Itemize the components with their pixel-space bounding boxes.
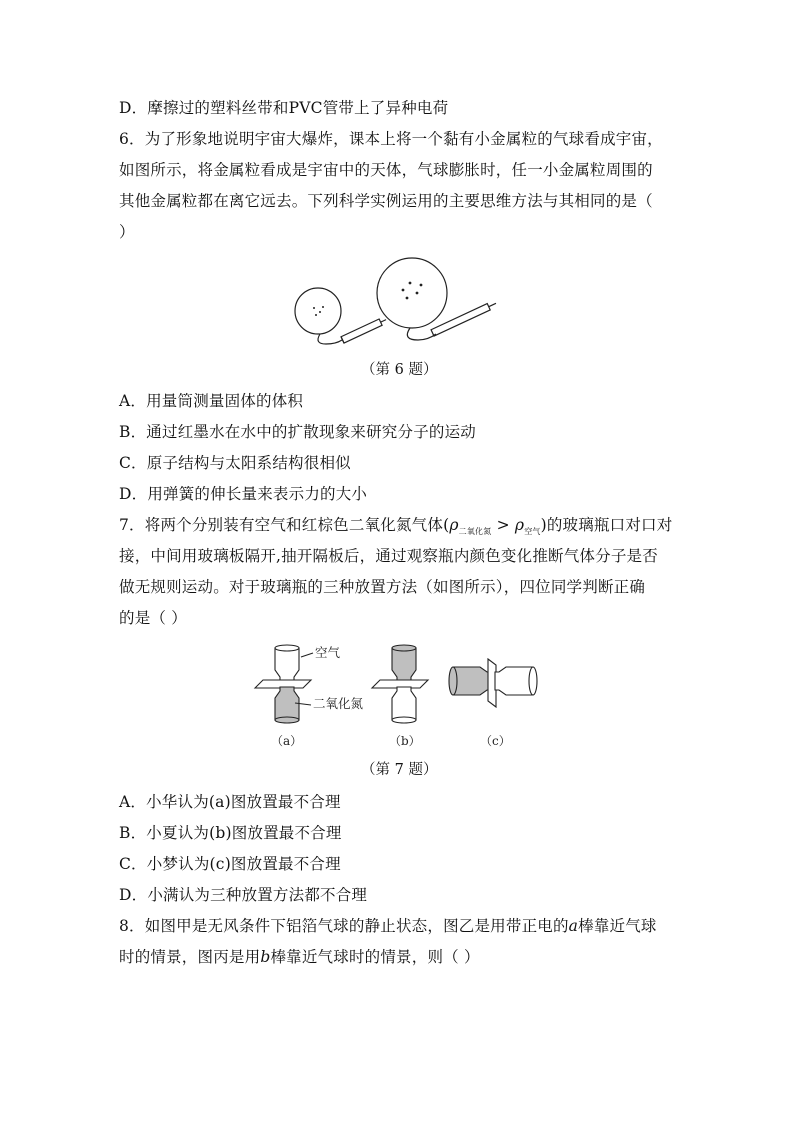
q7-option-d: D．小满认为三种放置方法都不合理: [119, 886, 368, 904]
q7-option-b: B．小夏认为(b)图放置最不合理: [119, 824, 342, 842]
q8-stem-line-2: 时的情景，图丙是用b棒靠近气球时的情景，则（ ）: [119, 948, 480, 966]
q8-stem-line-1: 8．如图甲是无风条件下铝箔气球的静止状态，图乙是用带正电的a棒靠近气球: [119, 917, 657, 935]
bottle-setup-c: [449, 659, 537, 707]
q7-bottles-figure: [255, 635, 545, 755]
q6-option-c: C．原子结构与太阳系结构很相似: [119, 454, 351, 472]
q7-figure-caption: （第 7 题）: [361, 762, 438, 778]
q6-stem-line-3: 其他金属粒都在离它远去。下列科学实例运用的主要思维方法与其相同的是（: [119, 192, 653, 210]
bottle-setup-b: [372, 645, 428, 723]
q6-option-b: B．通过红墨水在水中的扩散现象来研究分子的运动: [119, 423, 476, 441]
q6-option-d: D．用弹簧的伸长量来表示力的大小: [119, 485, 368, 503]
label-c: （c）: [480, 734, 511, 748]
q7-stem-line-1: 7．将两个分别装有空气和红棕色二氧化氮气体$(\rho_{二氧化氮} > \rho_{空气})$的玻璃瓶口对口对: [119, 516, 673, 537]
q7-stem-line-2: 接，中间用玻璃板隔开,抽开隔板后，通过观察瓶内颜色变化推断气体分子是否: [119, 547, 658, 565]
q6-option-a: A．用量筒测量固体的体积: [119, 392, 304, 410]
q6-stem-line-4: ）: [119, 223, 135, 241]
q7-option-a: A．小华认为(a)图放置最不合理: [119, 793, 341, 811]
label-a: （a）: [271, 734, 303, 748]
q7-stem-line-3: 做无规则运动。对于玻璃瓶的三种放置方法（如图所示），四位同学判断正确: [119, 578, 646, 596]
bottle-setup-a: [255, 645, 313, 723]
q6-balloon-figure: [290, 255, 505, 350]
q7-stem-line-4: 的是（ ）: [119, 609, 187, 627]
label-no2: 二氧化氮: [313, 696, 364, 711]
label-b: （b）: [389, 734, 421, 748]
q5-option-d: D．摩擦过的塑料丝带和PVC管带上了异种电荷: [119, 99, 449, 117]
q6-stem-line-1: 6．为了形象地说明宇宙大爆炸，课本上将一个黏有小金属粒的气球看成宇宙，: [119, 130, 663, 148]
q6-figure-caption: （第 6 题）: [361, 362, 438, 378]
label-air: 空气: [315, 645, 341, 660]
q6-stem-line-2: 如图所示，将金属粒看成是宇宙中的天体，气球膨胀时，任一小金属粒周围的: [119, 161, 653, 179]
q7-option-c: C．小梦认为(c)图放置最不合理: [119, 855, 341, 873]
